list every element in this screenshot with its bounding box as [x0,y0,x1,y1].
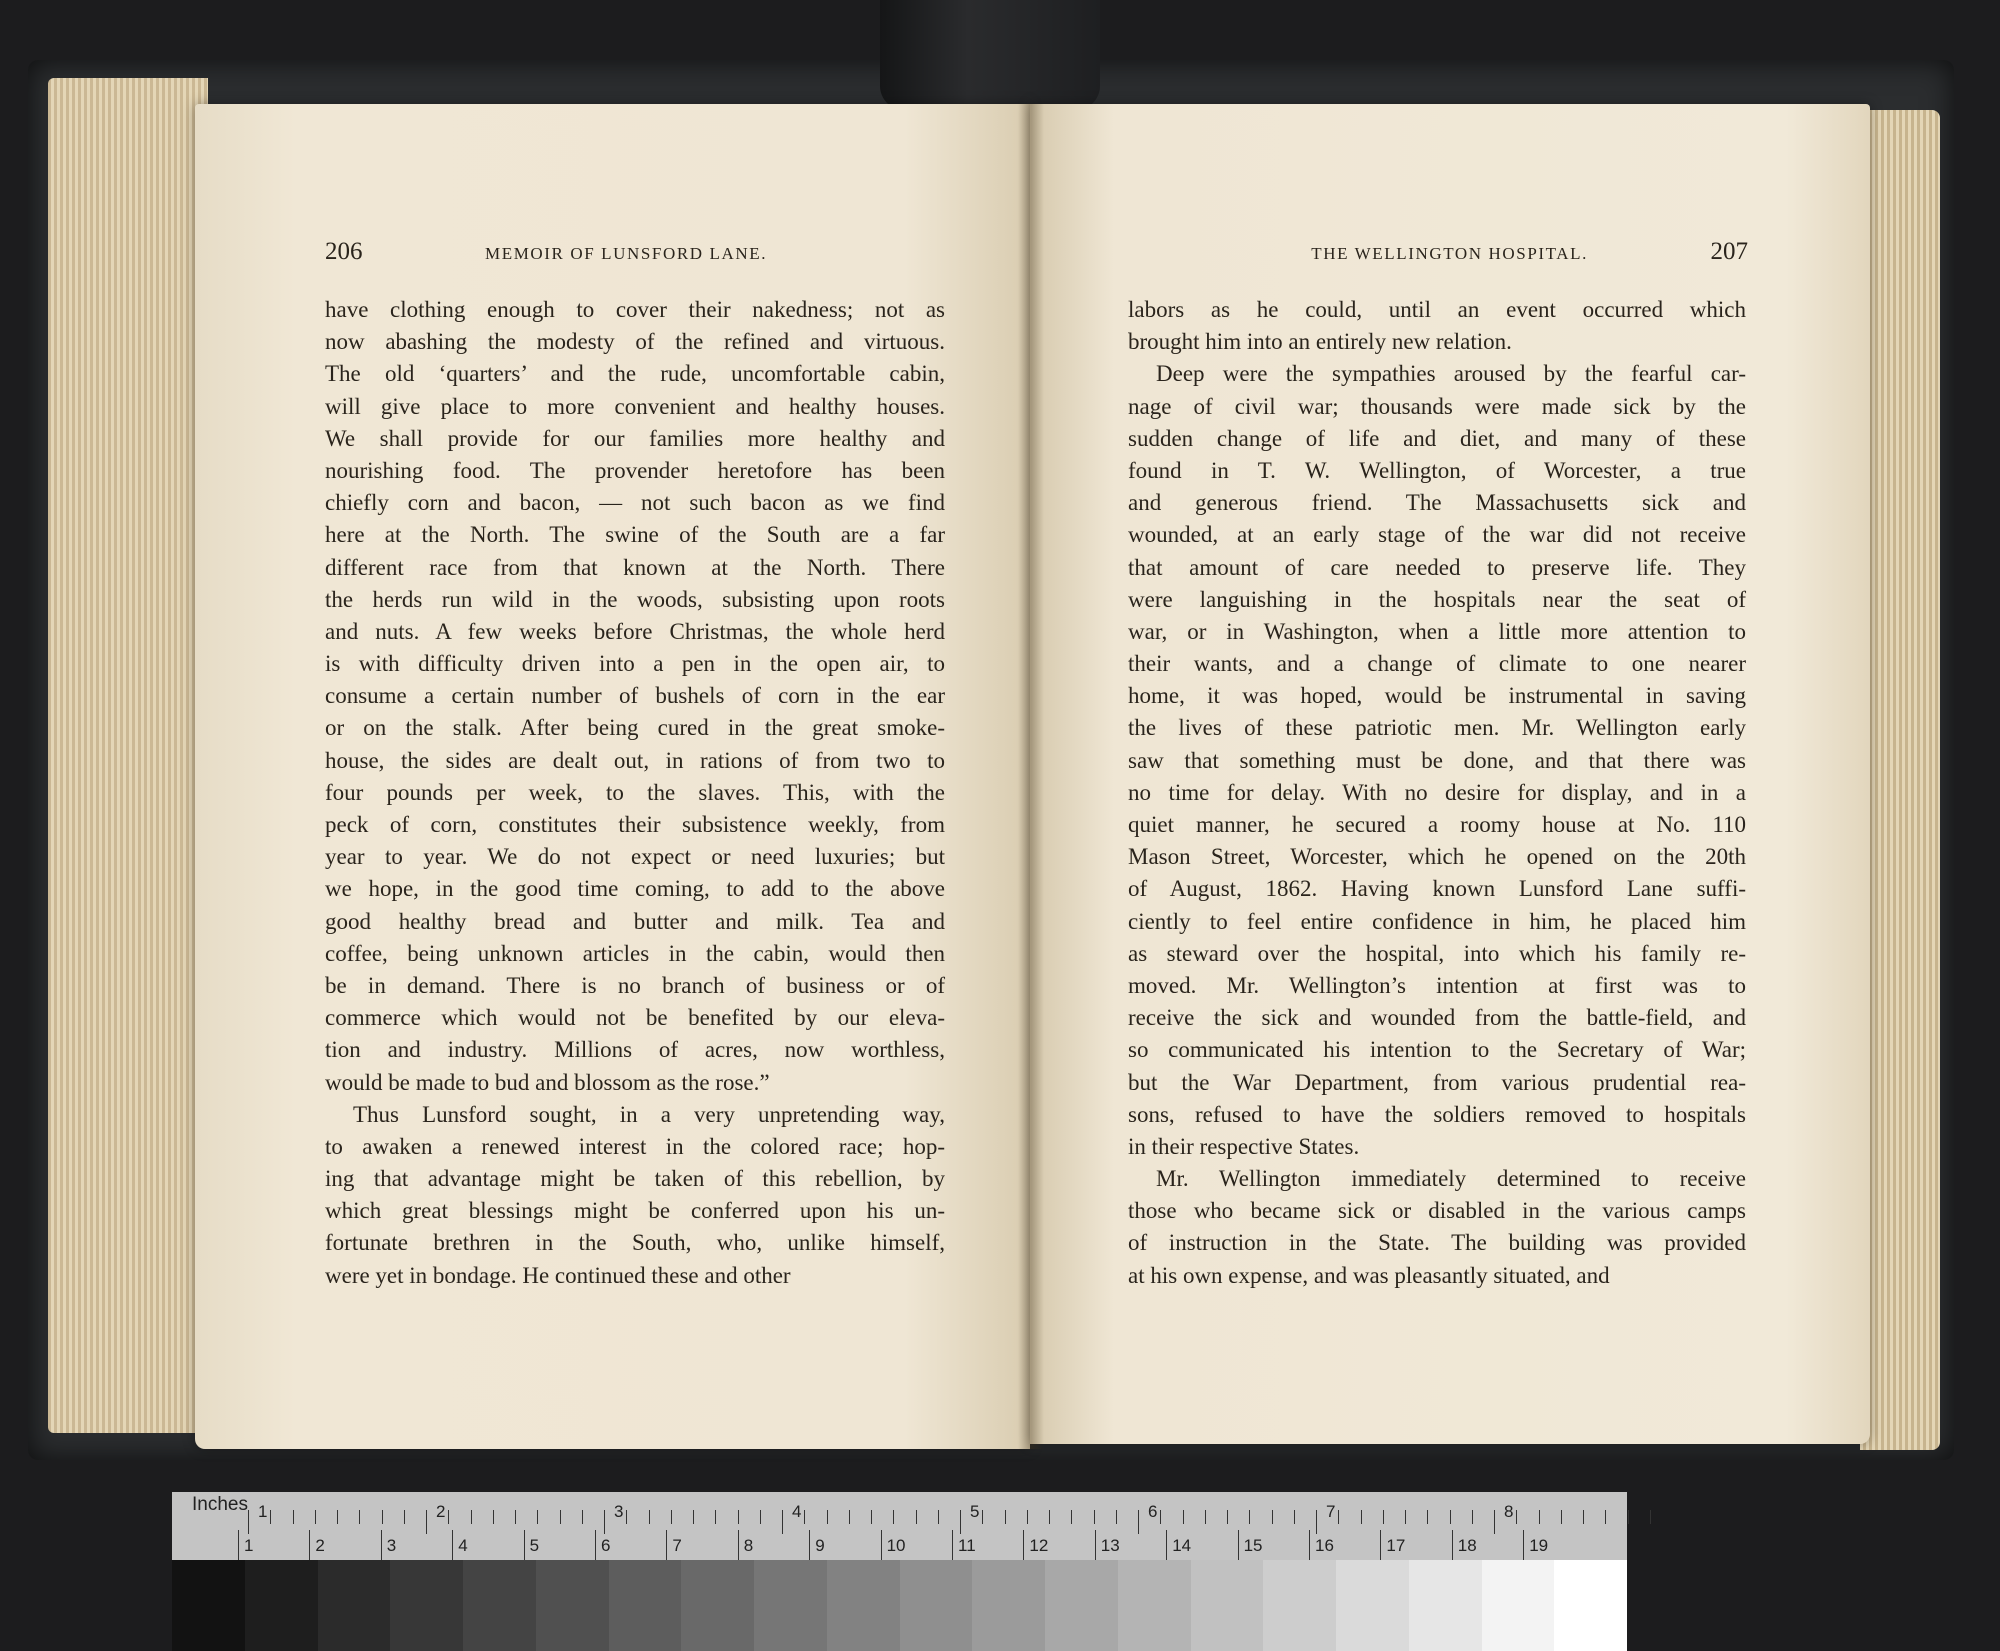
ruler-tick [1628,1510,1629,1524]
text-line: saw that something must be done, and that there was [1128,747,1746,773]
ruler-tick [1027,1510,1028,1524]
ruler-cm-tick [738,1530,739,1560]
text-line: Deep were the sympathies aroused by the fearful car- [1156,361,1746,387]
text-line: coffee, being unknown articles in the cabin, would then [325,940,945,966]
ruler-cm-tick [1452,1530,1453,1560]
grayscale-patch [900,1560,973,1651]
ruler-tick [693,1510,694,1524]
ruler-inches-label: Inches [192,1494,248,1515]
ruler-tick [804,1510,805,1524]
ruler-tick [760,1510,761,1524]
text-line: fortunate brethren in the South, who, unlike himself, [325,1230,945,1256]
text-line: quiet manner, he secured a roomy house at No. 110 [1128,812,1746,837]
ruler-cm-tick [595,1530,596,1560]
text-line: and generous friend. The Massachusetts sick and [1128,490,1746,516]
ruler-tick [448,1510,449,1524]
ruler-tick [1383,1510,1384,1524]
ruler-tick [293,1510,294,1524]
ruler-tick [604,1510,605,1534]
ruler-tick [916,1510,917,1524]
text-line: to awaken a renewed interest in the colored race; hop- [325,1133,945,1159]
text-line: nage of civil war; thousands were made sick by the [1128,393,1746,419]
grayscale-patch [1554,1560,1627,1651]
text-line: commerce which would not be benefited by our eleva- [325,1005,945,1031]
ruler-tick [1338,1510,1339,1524]
text-line: the herds run wild in the woods, subsisting upon roots [325,586,945,612]
ruler-tick [1227,1510,1228,1524]
ruler-cm-tick [524,1530,525,1560]
page-number: 206 [325,238,363,265]
ruler-tick [382,1510,383,1524]
ruler-inch-label: 8 [1504,1502,1514,1521]
text-line: sons, refused to have the soldiers removed to hospitals [1128,1101,1746,1127]
text-line: were languishing in the hospitals near the seat of [1128,586,1746,612]
text-line: house, the sides are dealt out, in rations of from two to [325,747,945,773]
text-line: so communicated his intention to the Secretary of War; [1128,1037,1746,1063]
page-edges-right [1860,110,1940,1450]
grayscale-patch [463,1560,536,1651]
ruler-tick [493,1510,494,1524]
ruler-tick [1583,1510,1584,1524]
text-line: labors as he could, until an event occurred which [1128,297,1746,322]
ruler-tick [560,1510,561,1524]
ruler-cm-tick [952,1530,953,1560]
ruler-tick [715,1510,716,1524]
ruler-tick [404,1510,405,1524]
text-line: moved. Mr. Wellington’s intention at first was to [1128,972,1746,998]
text-line: home, it was hoped, would be instrumental in saving [1128,683,1746,709]
ruler-cm-label: 19 [1529,1536,1549,1555]
ruler-cm-label: 18 [1457,1536,1477,1555]
text-line: no time for delay. With no desire for display, and in a [1128,779,1746,805]
ruler-cm-tick [881,1530,882,1560]
ruler-tick [537,1510,538,1524]
grayscale-patch [609,1560,682,1651]
running-head: MEMOIR OF LUNSFORD LANE. [485,244,768,263]
ruler-tick [671,1510,672,1524]
text-line: Mr. Wellington immediately determined to receive [1156,1166,1746,1192]
text-line: have clothing enough to cover their nakedness; not as [325,297,945,322]
ruler-tick [582,1510,583,1524]
ruler-tick [1205,1510,1206,1524]
ruler-cm-tick [238,1530,239,1560]
grayscale-patch [1482,1560,1555,1651]
text-line: wounded, at an early stage of the war did not receive [1128,522,1746,548]
text-line: ing that advantage might be taken of this rebellion, by [325,1166,945,1192]
text-line: which great blessings might be conferred upon his un- [325,1198,945,1224]
text-line: sudden change of life and diet, and many of these [1128,425,1746,451]
text-line: be in demand. There is no branch of business or of [325,972,945,998]
left-page-header [325,238,945,268]
grayscale-patch [1045,1560,1118,1651]
text-line: now abashing the modesty of the refined and virtuous. [325,329,945,355]
ruler-tick [359,1510,360,1524]
ruler-cm-label: 9 [815,1536,825,1555]
ruler-cm-tick [809,1530,810,1560]
ruler-cm-tick [1238,1530,1239,1560]
ruler-cm-label: 13 [1100,1536,1120,1555]
ruler-tick [337,1510,338,1524]
ruler-inch-label: 4 [792,1502,802,1521]
text-line: or on the stalk. After being cured in the great smoke- [325,715,945,741]
ruler-tick [426,1510,427,1534]
ruler-tick [248,1510,249,1534]
text-line: We shall provide for our families more healthy and [325,425,945,451]
ruler-tick [1294,1510,1295,1524]
right-page-header [1128,238,1748,268]
ruler-inch-label: 3 [614,1502,624,1521]
grayscale-patch [172,1560,245,1651]
ruler-tick [626,1510,627,1524]
ruler-cm-tick [1023,1530,1024,1560]
bookmark-ribbon [880,0,1100,110]
ruler-tick [1605,1510,1606,1524]
text-line: receive the sick and wounded from the battle-field, and [1128,1005,1746,1031]
text-line: here at the North. The swine of the South are a far [325,522,945,548]
ruler-cm-label: 10 [886,1536,906,1555]
ruler-inch-label: 6 [1148,1502,1158,1521]
text-line: brought him into an entirely new relation. [1128,329,1512,355]
ruler-tick [782,1510,783,1534]
ruler-cm-tick [1095,1530,1096,1560]
grayscale-patch [318,1560,391,1651]
ruler-tick [1138,1510,1139,1534]
ruler-cm-tick [1166,1530,1167,1560]
grayscale-calibration-strip [172,1560,1627,1651]
text-line: different race from that known at the North. There [325,554,945,580]
text-line: good healthy bread and butter and milk. Tea and [325,908,945,934]
ruler-inch-label: 1 [258,1502,268,1521]
text-line: found in T. W. Wellington, of Worcester, a true [1128,457,1746,483]
right-page-text [1128,294,1746,1292]
text-line: year to year. We do not expect or need luxuries; but [325,844,945,870]
ruler-tick [738,1510,739,1524]
text-line: of instruction in the State. The building was provided [1128,1230,1746,1256]
text-line: chiefly corn and bacon, — not such bacon as we find [325,490,945,516]
ruler-cm-label: 12 [1029,1536,1049,1555]
ruler-cm-tick [1309,1530,1310,1560]
text-line: their wants, and a change of climate to one nearer [1128,651,1746,677]
ruler-tick [1405,1510,1406,1524]
ruler-cm-label: 4 [458,1536,468,1555]
ruler-tick [1650,1510,1651,1524]
ruler-inch-label: 5 [970,1502,980,1521]
text-line: peck of corn, constitutes their subsistence weekly, from [325,812,945,837]
ruler-cm-label: 7 [672,1536,682,1555]
ruler-tick [1249,1510,1250,1524]
ruler-tick [1049,1510,1050,1524]
text-line: tion and industry. Millions of acres, now worthless, [325,1037,945,1063]
ruler-tick [515,1510,516,1524]
ruler-tick [1071,1510,1072,1524]
ruler-cm-label: 2 [315,1536,325,1555]
ruler-cm-tick [381,1530,382,1560]
ruler-cm-tick [666,1530,667,1560]
running-head: THE WELLINGTON HOSPITAL. [1311,244,1588,263]
ruler-cm-label: 16 [1315,1536,1334,1555]
ruler-tick [982,1510,983,1524]
grayscale-patch [1118,1560,1191,1651]
text-line: at his own expense, and was pleasantly situated, and [1128,1262,1610,1288]
grayscale-patch [536,1560,609,1651]
grayscale-patch [1191,1560,1264,1651]
ruler-cm-label: 6 [601,1536,611,1555]
ruler-cm-tick [1523,1530,1524,1560]
text-line: consume a certain number of bushels of corn in the ear [325,683,945,709]
ruler-cm-tick [1380,1530,1381,1560]
ruler-tick [1094,1510,1095,1524]
ruler-tick [1160,1510,1161,1524]
ruler-cm-label: 11 [958,1536,976,1555]
grayscale-patch [827,1560,900,1651]
text-line: of August, 1862. Having known Lunsford Lane suffi- [1128,876,1746,902]
ruler-cm-label: 1 [244,1536,254,1555]
grayscale-patch [390,1560,463,1651]
ruler-tick [1561,1510,1562,1524]
ruler-tick [1272,1510,1273,1524]
ruler-tick [938,1510,939,1524]
ruler-cm-label: 5 [529,1536,540,1555]
text-line: Mason Street, Worcester, which he opened on the 20th [1128,844,1746,870]
ruler-tick [1472,1510,1473,1524]
ruler-cm-tick [309,1530,310,1560]
ruler-tick [1316,1510,1317,1534]
grayscale-patch [1263,1560,1336,1651]
grayscale-patch [972,1560,1045,1651]
ruler-tick [1516,1510,1517,1524]
ruler-tick [1450,1510,1451,1524]
ruler-tick [1494,1510,1495,1534]
text-line: nourishing food. The provender heretofore has been [325,457,945,483]
text-line: the lives of these patriotic men. Mr. Wellington early [1128,715,1746,741]
ruler-tick [1183,1510,1184,1524]
measurement-ruler [172,1492,1627,1560]
ruler-cm-label: 14 [1172,1536,1192,1555]
grayscale-patch [245,1560,318,1651]
book-gutter [1018,104,1044,1449]
text-line: as steward over the hospital, into which his family re- [1128,940,1746,966]
text-line: and nuts. A few weeks before Christmas, the whole herd [325,618,945,644]
text-line: ciently to feel entire confidence in him, he placed him [1128,908,1746,934]
ruler-tick [1116,1510,1117,1524]
text-line: would be made to bud and blossom as the rose.” [325,1069,770,1095]
grayscale-patch [754,1560,827,1651]
ruler-cm-label: 3 [386,1536,397,1555]
text-line: will give place to more convenient and healthy houses. [325,393,945,419]
ruler-cm-label: 17 [1386,1536,1406,1555]
text-line: were yet in bondage. He continued these and other [325,1262,791,1288]
ruler-cm-tick [452,1530,453,1560]
ruler-inch-label: 2 [436,1502,446,1521]
ruler-tick [1427,1510,1428,1524]
ruler-tick [871,1510,872,1524]
ruler-tick [827,1510,828,1524]
text-line: those who became sick or disabled in the various camps [1128,1198,1746,1224]
text-line: that amount of care needed to preserve life. They [1128,554,1746,580]
text-line: but the War Department, from various prudential rea- [1128,1069,1746,1095]
grayscale-patch [681,1560,754,1651]
ruler-cm-label: 8 [743,1536,754,1555]
text-line: war, or in Washington, when a little more attention to [1128,618,1746,644]
ruler-tick [1005,1510,1006,1524]
page-edges-left [48,78,208,1433]
ruler-tick [270,1510,271,1524]
ruler-tick [315,1510,316,1524]
ruler-tick [893,1510,894,1524]
text-line: The old ‘quarters’ and the rude, uncomfortable cabin, [325,361,945,387]
text-line: is with difficulty driven into a pen in the open air, to [325,651,945,677]
grayscale-patch [1336,1560,1409,1651]
text-line: four pounds per week, to the slaves. This, with the [325,779,945,805]
ruler-tick [1361,1510,1362,1524]
ruler-tick [1539,1510,1540,1524]
left-page-text [325,294,945,1292]
ruler-tick [649,1510,650,1524]
ruler-tick [849,1510,850,1524]
text-line: we hope, in the good time coming, to add to the above [325,876,945,902]
grayscale-patch [1409,1560,1482,1651]
ruler-inch-label: 7 [1326,1502,1336,1521]
text-line: in their respective States. [1128,1133,1360,1159]
ruler-tick [960,1510,961,1534]
ruler-tick [471,1510,472,1524]
page-number: 207 [1710,238,1748,265]
ruler-cm-label: 15 [1243,1536,1263,1555]
text-line: Thus Lunsford sought, in a very unpretending way, [353,1101,945,1127]
